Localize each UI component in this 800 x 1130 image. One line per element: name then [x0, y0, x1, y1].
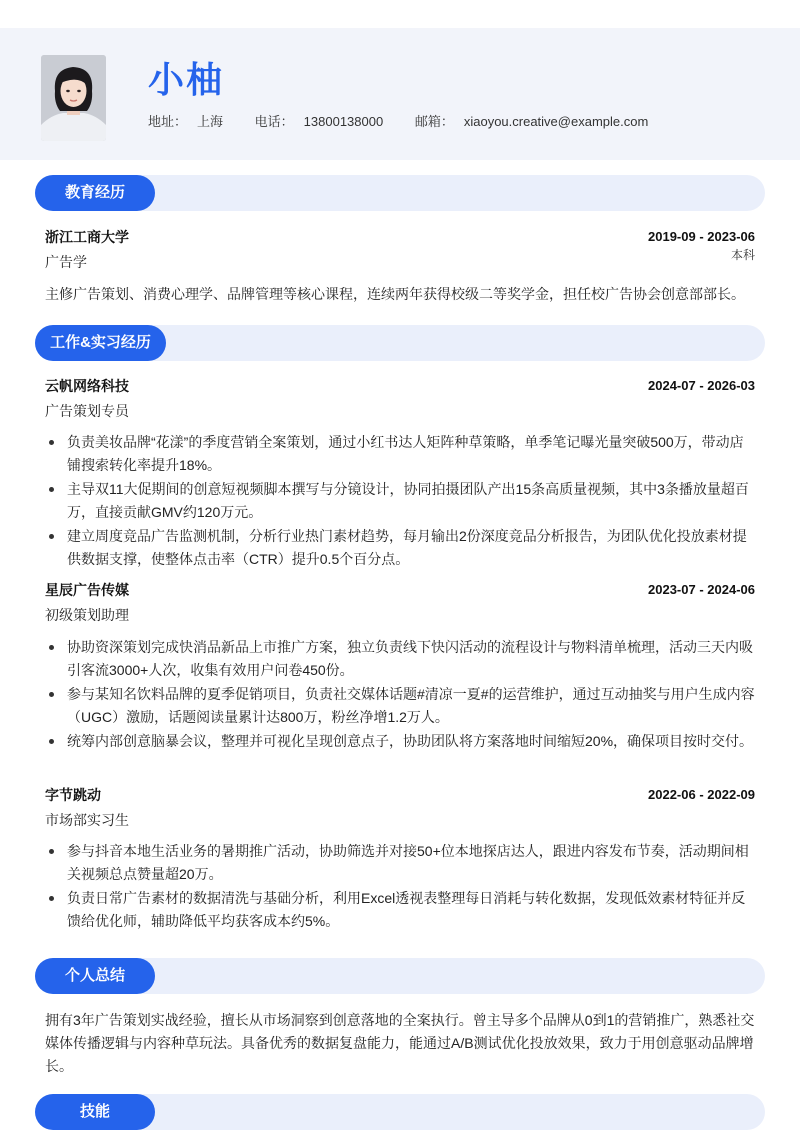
- list-item: 协助资深策划完成快消品新品上市推广方案，独立负责线下快闪活动的流程设计与物料清单梳理，活动三天内吸引客流3000+人次，收集有效用户问卷450份。: [45, 636, 757, 682]
- profile-header: [0, 28, 800, 160]
- work-section-title: 工作&实习经历: [35, 325, 166, 361]
- address-item: [148, 113, 223, 131]
- summary-section-title: 个人总结: [35, 958, 155, 994]
- job-bullets: [45, 636, 757, 754]
- address-value: 上海: [197, 114, 224, 129]
- school-name: 浙江工商大学: [45, 229, 129, 245]
- list-item: 参与抖音本地生活业务的暑期推广活动，协助筛选并对接50+位本地探店达人，跟进内容发布节奏，活动期间相关视频总点赞量超20万。: [45, 840, 757, 886]
- list-item: 负责美妆品牌“花漾”的季度营销全案策划，通过小红书达人矩阵种草策略，单季笔记曝光量突破500万，带动店铺搜索转化率提升18%。: [45, 431, 757, 477]
- company-name: 星辰广告传媒: [45, 582, 129, 598]
- list-item: 统筹内部创意脑暴会议，整理并可视化呈现创意点子，协助团队将方案落地时间缩短20%，确保项目按时交付。: [45, 730, 757, 753]
- summary-section-header: [35, 958, 765, 994]
- phone-item: [255, 113, 384, 131]
- list-item: 主导双11大促期间的创意短视频脚本撰写与分镜设计，协同拍摄团队产出15条高质量视频，其中3条播放量超百万，直接贡献GMV约120万元。: [45, 478, 757, 524]
- education-degree: 本科: [730, 248, 755, 262]
- skills-section-title: 技能: [35, 1094, 155, 1130]
- email-item: [415, 113, 648, 131]
- education-date: 2019-09 - 2023-06: [648, 229, 755, 244]
- list-item: 参与某知名饮料品牌的夏季促销项目，负责社交媒体话题#清凉一夏#的运营维护，通过互动抽奖与用户生成内容（UGC）激励，话题阅读量累计达800万，粉丝净增1.2万人。: [45, 683, 757, 729]
- candidate-name: 小柚: [148, 59, 225, 100]
- job-date: 2022-06 - 2022-09: [648, 787, 755, 802]
- job-role: 市场部实习生: [45, 812, 129, 828]
- list-item: 建立周度竞品广告监测机制，分析行业热门素材趋势，每月输出2份深度竞品分析报告，为团队优化投放素材提供数据支撑，使整体点击率（CTR）提升0.5个百分点。: [45, 525, 757, 571]
- email-value: xiaoyou.creative@example.com: [463, 114, 649, 129]
- work-section-header: [35, 325, 765, 361]
- phone-label: 电话：: [254, 114, 294, 129]
- education-description: 主修广告策划、消费心理学、品牌管理等核心课程，连续两年获得校级二等奖学金，担任校广告协会创意部部长。: [45, 286, 745, 302]
- education-section-title: 教育经历: [35, 175, 155, 211]
- job-bullets: [45, 840, 757, 934]
- job-role: 广告策划专员: [45, 403, 129, 419]
- skills-section-header: [35, 1094, 765, 1130]
- education-major: 广告学: [45, 254, 87, 270]
- company-name: 云帆网络科技: [45, 378, 129, 394]
- job-bullets: [45, 431, 757, 572]
- company-name: 字节跳动: [45, 787, 101, 803]
- address-label: 地址：: [148, 114, 188, 129]
- avatar: [41, 55, 106, 141]
- avatar-photo: [41, 55, 106, 141]
- phone-value: 13800138000: [303, 114, 384, 129]
- job-date: 2023-07 - 2024-06: [648, 582, 755, 597]
- email-label: 邮箱：: [414, 114, 454, 129]
- education-section-header: [35, 175, 765, 211]
- job-role: 初级策划助理: [45, 607, 129, 623]
- list-item: 负责日常广告素材的数据清洗与基础分析，利用Excel透视表整理每日消耗与转化数据，发现低效素材特征并反馈给优化师，辅助降低平均获客成本约5%。: [45, 887, 757, 933]
- summary-text: 拥有3年广告策划实战经验，擅长从市场洞察到创意落地的全案执行。曾主导多个品牌从0到1的营销推广，熟悉社交媒体传播逻辑与内容种草玩法。具备优秀的数据复盘能力，能通过A/B测试优化投放效果，致力于用创意驱动品牌增长。: [45, 1012, 755, 1074]
- contact-info: [148, 113, 676, 131]
- job-date: 2024-07 - 2026-03: [648, 378, 755, 393]
